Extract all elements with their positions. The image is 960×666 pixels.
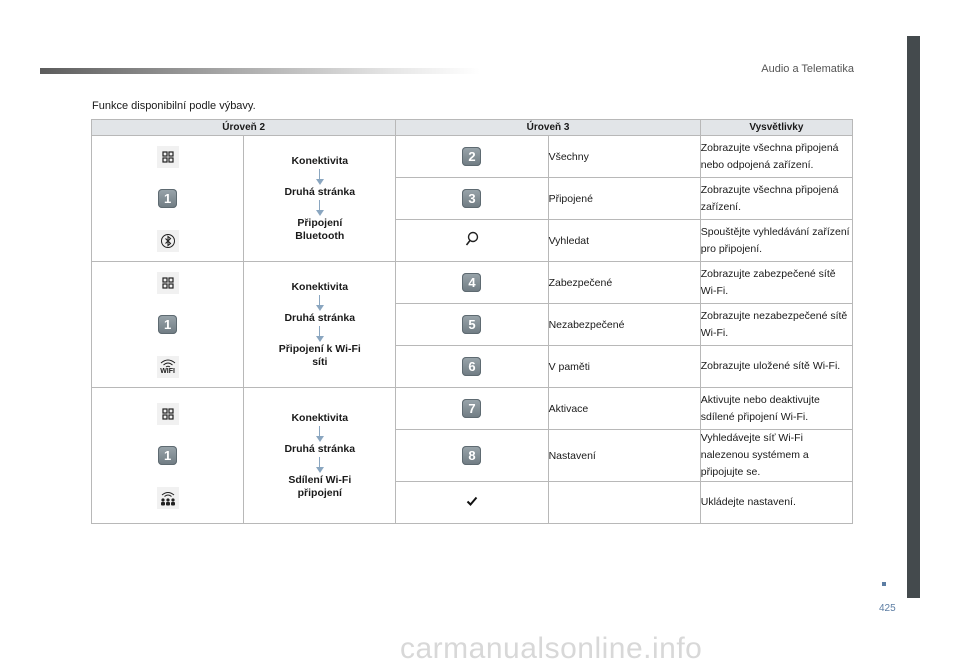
- table-row: [92, 136, 853, 178]
- header-level3: Úroveň 3: [396, 120, 700, 136]
- header-level2: Úroveň 2: [92, 120, 396, 136]
- level2-item: Konektivita: [291, 411, 349, 424]
- level2-path: [244, 388, 396, 524]
- description: Ukládejte nastavení.: [700, 482, 852, 524]
- step-badge: 1: [158, 189, 177, 208]
- level3-label: Zabezpečené: [548, 262, 700, 304]
- level3-label: Nastavení: [548, 430, 700, 482]
- level3-label: Nezabezpečené: [548, 304, 700, 346]
- description: Spouštějte vyhledávání zařízení pro připojení.: [700, 220, 852, 262]
- level2-item: Druhá stránka: [284, 185, 356, 198]
- table-header-row: [92, 120, 853, 136]
- description: Zobrazujte všechna připojená zařízení.: [700, 178, 852, 220]
- step-badge: 1: [158, 446, 177, 465]
- level3-label: Všechny: [548, 136, 700, 178]
- down-arrow-icon: [316, 457, 324, 473]
- level2-item: Sdílení Wi-Fi: [288, 473, 352, 486]
- level3-label: Vyhledat: [548, 220, 700, 262]
- table-row: [92, 388, 853, 430]
- level3-icon-cell: [396, 304, 548, 346]
- level2-item: Konektivita: [291, 280, 349, 293]
- step-badge: 5: [462, 315, 481, 334]
- down-arrow-icon: [316, 169, 324, 185]
- down-arrow-icon: [316, 326, 324, 342]
- step-badge: 8: [462, 446, 481, 465]
- level2-item: Konektivita: [291, 154, 349, 167]
- header-gradient-bar: [40, 68, 480, 74]
- level2-item: připojení: [297, 486, 342, 499]
- level3-label: V paměti: [548, 346, 700, 388]
- down-arrow-icon: [316, 295, 324, 311]
- level3-icon-cell: [396, 220, 548, 262]
- page-number: 425: [879, 603, 896, 614]
- step-badge: 4: [462, 273, 481, 292]
- bluetooth-icon: [157, 230, 179, 252]
- level3-icon-cell: [396, 136, 548, 178]
- level3-label: Aktivace: [548, 388, 700, 430]
- watermark: carmanualsonline.info: [400, 632, 703, 665]
- level2-item: Připojení k Wi-Fi: [278, 342, 361, 355]
- step-badge: 7: [462, 399, 481, 418]
- grid-icon: [157, 272, 179, 294]
- level3-icon-cell: [396, 346, 548, 388]
- level3-icon-cell: [396, 388, 548, 430]
- checkmark-icon: [466, 498, 478, 510]
- level3-label: Připojené: [548, 178, 700, 220]
- description: Aktivujte nebo deaktivujte sdílené připojení Wi-Fi.: [700, 388, 852, 430]
- group-icons: [92, 388, 244, 524]
- level3-icon-cell: [396, 262, 548, 304]
- level3-icon-cell: [396, 178, 548, 220]
- step-badge: 6: [462, 357, 481, 376]
- description: Zobrazujte všechna připojená nebo odpojená zařízení.: [700, 136, 852, 178]
- description: Zobrazujte uložené sítě Wi-Fi.: [700, 346, 852, 388]
- down-arrow-icon: [316, 200, 324, 216]
- step-badge: 1: [158, 315, 177, 334]
- level2-path: [244, 136, 396, 262]
- search-icon: [465, 238, 479, 250]
- side-tab-bar: [907, 36, 920, 598]
- description: Zobrazujte nezabezpečené sítě Wi-Fi.: [700, 304, 852, 346]
- step-badge: 2: [462, 147, 481, 166]
- step-badge: 3: [462, 189, 481, 208]
- level3-icon-cell: [396, 482, 548, 524]
- description: Zobrazujte zabezpečené sítě Wi-Fi.: [700, 262, 852, 304]
- level2-item: Druhá stránka: [284, 311, 356, 324]
- grid-icon: [157, 146, 179, 168]
- down-arrow-icon: [316, 426, 324, 442]
- header-explanations: Vysvětlivky: [700, 120, 852, 136]
- wifi-label: WIFI: [160, 367, 175, 375]
- intro-text: Funkce disponibilní podle výbavy.: [92, 100, 256, 112]
- description: Vyhledávejte síť Wi-Fi nalezenou systémem a připojujte se.: [700, 430, 852, 482]
- level2-item: síti: [312, 355, 328, 368]
- level2-item: Připojení: [297, 216, 343, 229]
- grid-icon: [157, 403, 179, 425]
- page-marker: [882, 582, 886, 586]
- table-row: [92, 262, 853, 304]
- wifi-share-icon: [157, 487, 179, 509]
- group-icons: [92, 136, 244, 262]
- level2-item: Bluetooth: [295, 229, 345, 242]
- settings-table: [91, 119, 853, 524]
- wifi-icon: [157, 356, 179, 378]
- group-icons: [92, 262, 244, 388]
- section-title: Audio a Telematika: [761, 63, 854, 75]
- level2-item: Druhá stránka: [284, 442, 356, 455]
- level2-path: [244, 262, 396, 388]
- level3-label: [548, 482, 700, 524]
- level3-icon-cell: [396, 430, 548, 482]
